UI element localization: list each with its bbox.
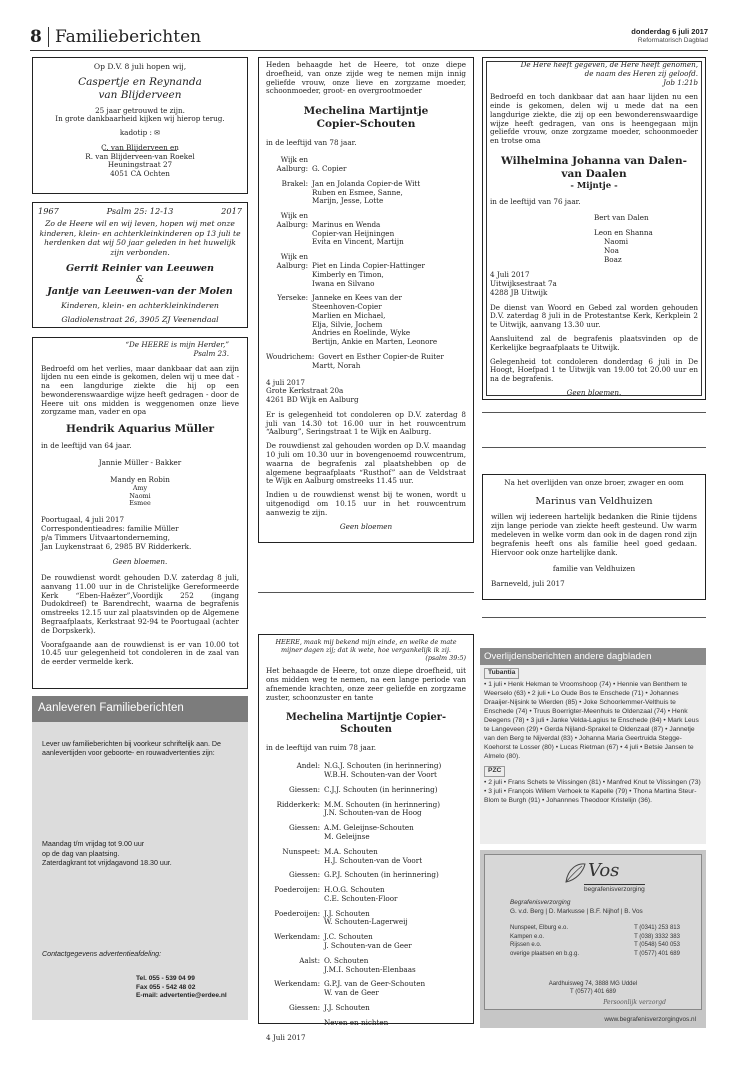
brand-subtitle: begrafenisverzorging [584, 886, 645, 893]
ad-age: in de leeftijd van 64 jaar. [41, 441, 132, 451]
ad-quote-ref: Job 1:21b [663, 77, 698, 87]
family-row [266, 1004, 466, 1013]
location-phone: T (0577) 401 689 [634, 951, 680, 958]
ad-quote: “De HEERE is mijn Herder,” [125, 340, 229, 349]
page-number: 8 [30, 27, 42, 47]
family-row-place: Yerseke: [277, 293, 308, 303]
family-row [266, 280, 466, 289]
family-row-names: M.M. Schouten (in herinnering) [324, 799, 441, 809]
family-row-place [266, 312, 312, 321]
ad-family: Kinderen, klein- en achterkleinkinderen [61, 301, 219, 311]
ad-address: Grote Kerkstraat 20a [266, 386, 344, 396]
ad-paragraph: De dienst van Woord en Gebed zal worden gehouden D.V. zaterdag 8 juli in de Protestantse Kerk, Kerkplein 2 te Uitwijk, aanvang 13.30 uur. [490, 302, 698, 330]
family-row-place [266, 895, 324, 904]
info-text: Maandag t/m vrijdag tot 9.00 uur [42, 840, 145, 849]
ad-age: in de leeftijd van 76 jaar. [490, 196, 581, 206]
info-body [42, 740, 240, 1001]
family-row-names: O. Schouten [324, 955, 369, 965]
family-row [266, 942, 466, 951]
ad-paragraph: Bedroefd en toch dankbaar dat aan haar lijden nu een einde is gekomen, delen wij u mede dat na een langdurige ziekte, die zij op een bewonderenswaardige wijze heeft gedragen, van ons is heengegaan mijn geliefde vrouw, onze zorgzame moeder, schoonmoeder en trotse oma [490, 92, 698, 146]
ad-quote-ref: Psalm 23. [193, 348, 229, 358]
family-row-names: J.J. Schouten [324, 908, 370, 918]
ad-ampersand: & [135, 274, 144, 285]
family-row-place: Aalburg: [276, 219, 308, 229]
ad-paragraph: Er is gelegenheid tot condoleren op D.V. zaterdag 8 juli van 14.30 tot 16.00 uur in het rouwcentrum “Aalburg”, Seringstraat 1 te Wijk en Aalburg. [266, 409, 466, 437]
family-row [266, 197, 466, 206]
family-row-names: C.J.J. Schouten (in herinnering) [324, 784, 438, 794]
ad-correspondence: p/a Timmers Uitvaartonderneming, [41, 532, 170, 542]
family-row-place [266, 230, 312, 239]
family-row-names: Marijn, Jesse, Lotte [312, 196, 384, 206]
ad-anniversary-blijderveen [32, 57, 248, 194]
ad-paragraph: Voorafgaande aan de rouwdienst is er van 10.00 tot 10.45 uur gelegenheid tot condoleren in de zaal van de eerder vermelde kerk. [41, 639, 239, 667]
ad-flowers: Geen bloemen. [566, 387, 622, 397]
family-row-place [266, 197, 312, 206]
family-row-place [266, 918, 324, 927]
ad-anniversary-van-leeuwen [32, 202, 248, 328]
owners-list: G. v.d. Berg | D. Markusse | B.F. Nijhof | B. Vos [510, 908, 643, 915]
family-row [266, 833, 466, 842]
family-row-names: N.G.J. Schouten (in herinnering) [324, 761, 442, 771]
ad-paragraph: De rouwdienst zal gehouden worden op D.V. maandag 10 juli om 10.30 uur in bovengenoemd rouwcentrum, waarna de begrafenis zal plaatshebben op de algemene begraafplaats “Rusthof” aan de Veldstraat te Wijk en Aalburg omstreeks 11.45 uur. [266, 441, 466, 486]
ad-signature: familie van Veldhuizen [552, 564, 636, 574]
year-end: 2017 [221, 206, 242, 216]
ad-family: Mandy en Robin [110, 474, 170, 484]
info-title: Aanleveren Familieberichten [32, 696, 248, 722]
newspaper-name: Reformatorisch Dagblad [637, 37, 708, 44]
newspaper-tag [484, 668, 519, 679]
location-phone: T (0341) 253 813 [634, 925, 680, 931]
ad-quote-ref: (psalm 39:5) [425, 653, 466, 662]
family-row [266, 1019, 466, 1028]
motto: Persoonlijk verzorgd [603, 999, 666, 1006]
family-row-place: Werkendam: [274, 932, 320, 942]
ad-family: Jannie Müller - Bakker [98, 458, 182, 468]
box-title: Overlijdensberichten andere dagbladen [480, 648, 706, 665]
family-row-names: Kimberly en Timon, [312, 269, 384, 279]
info-text: op de dag van plaatsing. [42, 849, 120, 858]
ad-correspondence: Correspondentieadres: familie Müller [41, 523, 179, 533]
family-row-place [266, 329, 312, 338]
family-row-names: Steenhoven-Copier [312, 302, 382, 312]
family-row-names: J.C. Schouten [324, 932, 373, 942]
phone: T (0577) 401 689 [570, 989, 616, 995]
leaf-logo-icon [562, 860, 588, 886]
family-row-place: Wijk en [280, 252, 308, 262]
year-start: 1967 [38, 206, 59, 216]
kadotip: kadotip : ✉ [119, 128, 161, 138]
family-row-names: Janneke en Kees van der [312, 293, 402, 303]
family-row-names: Elja, Silvie, Jochem [312, 319, 383, 329]
family-row [266, 989, 466, 998]
address: Aardhuisweg 74, 3888 MG Uddel [548, 981, 638, 987]
family-row-names: Marlien en Michael, [312, 310, 386, 320]
column-divider [482, 617, 706, 618]
family-row-names: Evita en Vincent, Martijn [312, 237, 404, 247]
ad-name: Jantje van Leeuwen-van der Molen [47, 285, 233, 297]
family-row [266, 238, 466, 247]
family-row-names: Andries en Roelinde, Wyke [312, 328, 411, 338]
family-row-place [266, 1019, 324, 1028]
ad-signature: C. van Blijderveen en [101, 142, 179, 152]
location-row [510, 941, 680, 950]
family-row-names: Bertijn, Ankie en Marten, Leonore [312, 337, 438, 347]
family-row-place: Andel: [296, 761, 320, 771]
family-row-names: M.A. Schouten [324, 846, 378, 856]
deceased-name: Wilhelmina Johanna van Dalen- van Daalen [501, 155, 687, 181]
deceased-name: Mechelina Martijntje Copier-Schouten [285, 711, 447, 735]
brand-name: Vos [588, 860, 620, 881]
column-divider [258, 592, 474, 593]
family-row-place [266, 966, 324, 975]
family-row-names: Neven en nichten [324, 1017, 389, 1027]
ad-paragraph: Heden behaagde het de Heere, tot onze diepe droefheid, van onze zijde weg te nemen mijn innig geliefde vrouw, onze lieve en zorgzame moeder, schoonmoeder, groot- en overgrootmoeder [266, 60, 466, 96]
website-link[interactable]: www.begrafenisverzorgingvos.nl [604, 1016, 696, 1024]
family-row-place: Giessen: [289, 784, 320, 794]
family-row-names: J.N. Schouten-van de Hoog [324, 808, 422, 818]
ad-header-line [38, 206, 242, 216]
ad-address: Gladiolenstraat 26, 3905 ZJ Veenendaal [61, 314, 219, 324]
family-row [266, 771, 466, 780]
ad-flowers: Geen bloemen. [112, 557, 168, 567]
family-row-place [266, 809, 324, 818]
family-row-place: Wijk en [280, 155, 308, 165]
ad-quote: De Here heeft gegeven, de Here heeft genomen, [520, 60, 698, 69]
family-list [266, 156, 466, 370]
family-row-names: J. Schouten-van de Geer [324, 940, 412, 950]
ad-family: Naomi [129, 491, 151, 500]
deceased-name: Hendrik Aquarius Müller [65, 423, 215, 436]
family-row-place [266, 238, 312, 247]
family-row [266, 353, 466, 362]
family-row-names: C.E. Schouten-Floor [324, 893, 398, 903]
family-row-place: Giessen: [289, 823, 320, 833]
ad-address: 4051 CA Ochten [110, 169, 170, 179]
family-row [266, 809, 466, 818]
family-row [266, 338, 466, 347]
family-row-place [266, 857, 324, 866]
family-row-place: Poederoijen: [274, 908, 320, 918]
ad-paragraph: Aansluitend zal de begrafenis plaatsvinden op de Kerkelijke begraafplaats te Uitwijk. [490, 334, 698, 352]
family-row-names: W.B.H. Schouten-van der Voort [324, 770, 437, 780]
newspaper-name: Tubantia [488, 669, 516, 676]
ad-address: Heuningstraat 27 [107, 160, 173, 170]
family-row-names: Copier-van Heijningen [312, 228, 395, 238]
ad-paragraph: Bedroefd om het verlies, maar dankbaar dat aan zijn lijden nu een einde is gekomen, delen wij u mee dat - na een langdurige ziekte die hij op een bewonderenswaardige wijze heeft gedragen - door de Heere uit ons midden is weggenomen onze lieve zorgzame man, vader en opa [41, 363, 239, 417]
family-row-names: G.P.J. van de Geer-Schouten [324, 979, 426, 989]
family-row-names: H.J. Schouten-van de Voort [324, 855, 423, 865]
family-row-names: Martt, Norah [312, 360, 361, 370]
family-row [266, 857, 466, 866]
ad-family: Amy [132, 483, 148, 492]
column-divider [482, 412, 706, 413]
family-row-place [266, 942, 324, 951]
family-list [266, 762, 466, 1027]
location-phone: T (038) 3332 383 [634, 933, 680, 940]
ad-age: in de leeftijd van ruim 78 jaar. [266, 743, 377, 753]
location-row [510, 933, 680, 942]
ad-paragraph: Het behaagde de Heere, tot onze diepe droefheid, uit ons midden weg te nemen, na een lange periode van afnemende krachten, onze zeer geliefde en zorgzame zuster, schoonzuster en tante [266, 666, 466, 702]
family-row-place: Poederoijen: [274, 885, 320, 895]
ad-family-member: Boaz [604, 254, 622, 264]
ad-date: 4 Juli 2017 [266, 1033, 306, 1043]
family-row-place: Giessen: [289, 1002, 320, 1012]
ad-funeral-service-vos [480, 850, 706, 1028]
ad-family-member: Noa [604, 245, 619, 255]
family-row-names: H.O.G. Schouten [324, 885, 385, 895]
family-row-names: G. Copier [312, 163, 347, 173]
ad-text: Zo de Heere wil en wij leven, hopen wij met onze kinderen, klein- en achterkleinkinderen op 13 juli te herdenken dat wij 50 jaar geleden in het huwelijk zijn verbonden. [39, 219, 241, 258]
family-row-names: W. van de Geer [324, 988, 379, 998]
ad-flowers: Geen bloemen [339, 521, 393, 531]
family-row-names: Jan en Jolanda Copier-de Witt [312, 178, 421, 188]
family-row-place: Aalst: [299, 955, 320, 965]
family-row [266, 966, 466, 975]
family-row-place: Aalburg: [276, 163, 308, 173]
obituary-list: • 2 juli • Frans Schets te Vlissingen (81) • Manfred Knut te Vlissingen (73) • 3 juli • François Willem Verhoek te Kapelle (79) • Thona Martina Steur-Blom te Burgh (91) • Johannnes Theodoor Kristelijn (36). [484, 778, 701, 804]
family-row-place [266, 303, 312, 312]
other-newspapers-obituaries [480, 648, 706, 844]
ad-nickname: - Mijntje - [570, 181, 618, 192]
ad-obituary-van-dalen [482, 57, 706, 400]
family-row-place: Nunspeet: [282, 846, 320, 856]
family-row-place [266, 771, 324, 780]
family-row-place: Aalburg: [276, 260, 308, 270]
family-row-names: Iwana en Silvano [312, 278, 375, 288]
family-row-place [266, 321, 312, 330]
family-row-place: Giessen: [289, 870, 320, 880]
info-text: Zaterdagkrant tot vrijdagavond 18.30 uur. [42, 858, 172, 867]
info-fax: Fax 055 - 542 48 02 [136, 983, 196, 991]
ad-quote: HEERE, maak mij bekend mijn einde, en welke de mate mijner dagen zij; dat ik wete, hoe vergankelijk ik zij. [275, 638, 457, 655]
ad-intro: Na het overlijden van onze broer, zwager en oom [504, 478, 684, 487]
location-row [510, 924, 680, 933]
ad-paragraph: De rouwdienst wordt gehouden D.V. zaterdag 8 juli, aanvang 11.00 uur in de Christelijke Gereformeerde Kerk “Eben-Haëzer”,Voordijk 252 (ingang Dudokdreef) te Barendrecht, waarna de begrafenis omstreeks 12.15 uur zal plaatsvinden op de Algemene Begraafplaats, Kerkstraat 92-94 te Poortugaal (achter de Dorpskerk). [41, 573, 239, 635]
ad-family [490, 214, 698, 264]
ad-place: Barneveld, juli 2017 [491, 579, 565, 589]
family-row-place: Ridderkerk: [276, 799, 320, 809]
info-contact-label: Contactgegevens advertentieafdeling: [42, 950, 162, 959]
ad-thanks-van-veldhuizen [482, 474, 706, 600]
family-row-place: Woudrichem: [266, 352, 315, 361]
newspaper-tag [484, 766, 505, 777]
family-row [266, 871, 466, 880]
locations-list [510, 924, 680, 959]
ad-place: Poortugaal, 4 juli 2017 [41, 515, 125, 525]
deceased-name: Mechelina Martijntje Copier-Schouten [303, 105, 429, 131]
location-name: Rijssen e.o. [510, 942, 542, 949]
ad-address: 4261 BD Wijk en Aalburg [266, 395, 359, 405]
ad-name: Marinus van Veldhuizen [535, 495, 653, 507]
location-phone: T (0548) 540 053 [634, 942, 680, 949]
family-row-names: W. Schouten-Lagerweij [324, 917, 408, 927]
family-row-place [266, 989, 324, 998]
ad-age: in de leeftijd van 78 jaar. [266, 138, 357, 148]
ad-intro: Op D.V. 8 juli hopen wij, [93, 62, 187, 71]
newspaper-name: PZC [488, 766, 502, 774]
divider [103, 150, 177, 151]
ad-paragraph: Indien u de rouwdienst wenst bij te wonen, wordt u uitgenodigd om 10.15 uur in het rouwcentrum aanwezig te zijn. [266, 490, 466, 517]
info-text: Lever uw familieberichten bij voorkeur schriftelijk aan. De aanlevertijden voor geboorte- en rouwadvertenties zijn: [42, 740, 221, 758]
family-row-names: J.J. Schouten [324, 1002, 370, 1012]
family-row-names: Marinus en Wenda [312, 219, 381, 229]
family-row-place [266, 833, 324, 842]
ad-submission-info [32, 696, 248, 1020]
family-row [266, 362, 466, 371]
family-row-names: J.M.I. Schouten-Elenbaas [324, 964, 416, 974]
family-row-place: Werkendam: [274, 979, 320, 989]
psalm-ref: Psalm 25: 12-13 [106, 206, 174, 216]
family-row-names: Ruben en Esmee, Sanne, [312, 187, 403, 197]
family-row [266, 786, 466, 795]
obituary-list: • 1 juli • Henk Hekman te Vroomshoop (74) • Hennie van Benthem te Weerselo (63) • 2 juli • Lo Oude Bos te Enschede (71) • Johannes Draaijer-Nijsink te Wierden (85) • Joke Schoorlemmer-Velthuis te Enschede (74) • Truus Boerrigter-Meenhuis te Oldenzaal (74) • Henk Deegens (78) • 3 juli • Janke Velda-Lagius te Enschede (84) • Mark Leus te Langeveen (29) • Gerda Nijland-Sprakel te Oldenzaal (87) • Jannetje van den Berg te Nijverdal (83) • Johanna Maria Geertruida Stegge-Koehorst te Losser (80) • Lucas Rietman (67) • 4 juli • Betsie Jansen te Almelo (80). [484, 680, 699, 760]
family-row-names: Piet en Linda Copier-Hattinger [312, 260, 425, 270]
family-row-place [266, 271, 312, 280]
ad-date: 4 juli 2017 [266, 377, 305, 387]
info-phone: Tel. 055 - 539 04 99 [136, 975, 195, 983]
ad-date: 4 Juli 2017 [490, 270, 530, 280]
brand-tagline: Begrafenisverzorging [510, 899, 571, 906]
family-row-place [266, 338, 312, 347]
family-row-names: M. Geleijnse [324, 831, 370, 841]
family-row-place [266, 362, 312, 371]
family-row-place [266, 280, 312, 289]
info-email[interactable]: E-mail: advertentie@erdee.nl [136, 992, 227, 1000]
ad-text: In grote dankbaarheid kijken wij hierop terug. [55, 114, 225, 124]
ad-paragraph: Gelegenheid tot condoleren donderdag 6 juli in De Hoogt, Hoefpad 1 te Uitwijk van 19.00 tot 20.00 uur en na de begrafenis. [490, 356, 698, 384]
ad-text: 25 jaar getrouwd te zijn. [95, 105, 185, 115]
family-row [266, 895, 466, 904]
page-header [30, 27, 708, 51]
ad-obituary-muller [32, 337, 248, 689]
ad-family-member: Leon en Shanna [594, 228, 653, 238]
ad-names: Caspertje en Reynanda van Blijderveen [78, 76, 202, 102]
issue-date: donderdag 6 juli 2017 [631, 27, 708, 36]
ad-signature: R. van Blijderveen-van Roekel [85, 151, 195, 161]
ad-address: Uitwijksestraat 7a [490, 279, 557, 289]
family-row-names: G.P.J. Schouten (in herinnering) [324, 870, 439, 880]
family-row [266, 165, 466, 174]
ad-quote: de naam des Heren zij geloofd. [584, 68, 698, 78]
family-row-place: Brakel: [281, 178, 308, 188]
location-name: overige plaatsen en b.g.g. [510, 951, 580, 958]
ad-family: Esmee [129, 499, 151, 508]
family-row [266, 918, 466, 927]
ad-name: Gerrit Reinier van Leeuwen [65, 262, 215, 274]
location-name: Kampen e.o. [510, 933, 545, 940]
ad-family-member: Bert van Dalen [594, 213, 649, 223]
ad-correspondence: Jan Luykenstraat 6, 2985 BV Ridderkerk. [41, 541, 192, 551]
location-row [510, 950, 680, 959]
section-title: Familieberichten [48, 27, 201, 47]
ad-obituary-schouten-family [258, 634, 474, 1043]
ad-address: 4288 JB Uitwijk [490, 287, 548, 297]
location-name: Nunspeet, Elburg e.o. [510, 925, 569, 931]
family-row-names: A.M. Geleijnse-Schouten [324, 823, 414, 833]
family-row-place [266, 189, 312, 198]
ad-family-member: Naomi [604, 236, 629, 246]
ad-obituary-copier-family [258, 57, 474, 543]
family-row-place: Wijk en [280, 211, 308, 221]
column-divider [482, 447, 706, 448]
family-row-names: Govert en Esther Copier-de Ruiter [318, 352, 444, 361]
ad-paragraph: willen wij iedereen hartelijk bedanken die Rinie tijdens zijn lange periode van ziekte heeft gesteund. Uw warm medeleven in welke vorm dan ook in de dagen rond zijn begrafenis heeft ons als familie heel goed gedaan. Hiervoor ook onze hartelijke dank. [491, 512, 697, 557]
